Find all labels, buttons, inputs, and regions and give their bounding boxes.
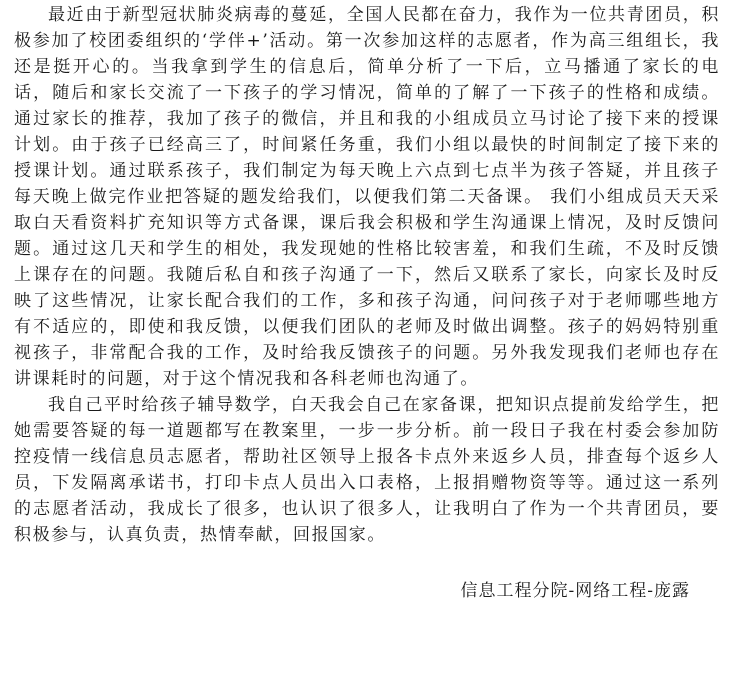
author-signature: 信息工程分院-网络工程-庞露 [460, 581, 690, 601]
paragraph-2: 我自己平时给孩子辅导数学，白天我会自己在家备课，把知识点提前发给学生，把她需要答疑的每一道题都写在教案里，一步一步分析。前一段日子我在村委会参加防控疫情一线信息员志愿者，帮助社区领导上报各卡点外来返乡人员，排查每个返乡人员，下发隔离承诺书，打印卡点人员出入口表格，上报捐赠物资等等。通过这一系列的志愿者活动，我成长了很多，也认识了很多人，让我明白了作为一个共青团员，要积极参与，认真负责，热情奉献，回报国家。 [14, 395, 720, 545]
article-body [14, 2, 720, 548]
paragraph-1: 最近由于新型冠状肺炎病毒的蔓延，全国人民都在奋力，我作为一位共青团员，积极参加了校团委组织的‘学伴+’活动。第一次参加这样的志愿者，作为高三组组长，我还是挺开心的。当我拿到学生的信息后，简单分析了一下后，立马播通了家长的电话，随后和家长交流了一下孩子的学习情况，简单的了解了一下孩子的性格和成绩。通过家长的推荐，我加了孩子的微信，并且和我的小组成员立马讨论了接下来的授课计划。由于孩子已经高三了，时间紧任务重，我们小组以最快的时间制定了接下来的授课计划。通过联系孩子，我们制定为每天晚上六点到七点半为孩子答疑，并且孩子每天晚上做完作业把答疑的题发给我们，以便我们第二天备课。 我们小组成员天天采取白天看资料扩充知识等方式备课，课后我会积极和学生沟通课上情况，及时反馈问题。通过这几天和学生的相处，我发现她的性格比较害羞，和我们生疏，不及时反馈上课存在的问题。我随后私自和孩子沟通了一下，然后又联系了家长，向家长及时反映了这些情况，让家长配合我们的工作，多和孩子沟通，问问孩子对于老师哪些地方有不适应的，即使和我反馈，以便我们团队的老师及时做出调整。孩子的妈妈特别重视孩子，非常配合我的工作，及时给我反馈孩子的问题。另外我发现我们老师也存在讲课耗时的问题，对于这个情况我和各科老师也沟通了。 [14, 5, 720, 389]
